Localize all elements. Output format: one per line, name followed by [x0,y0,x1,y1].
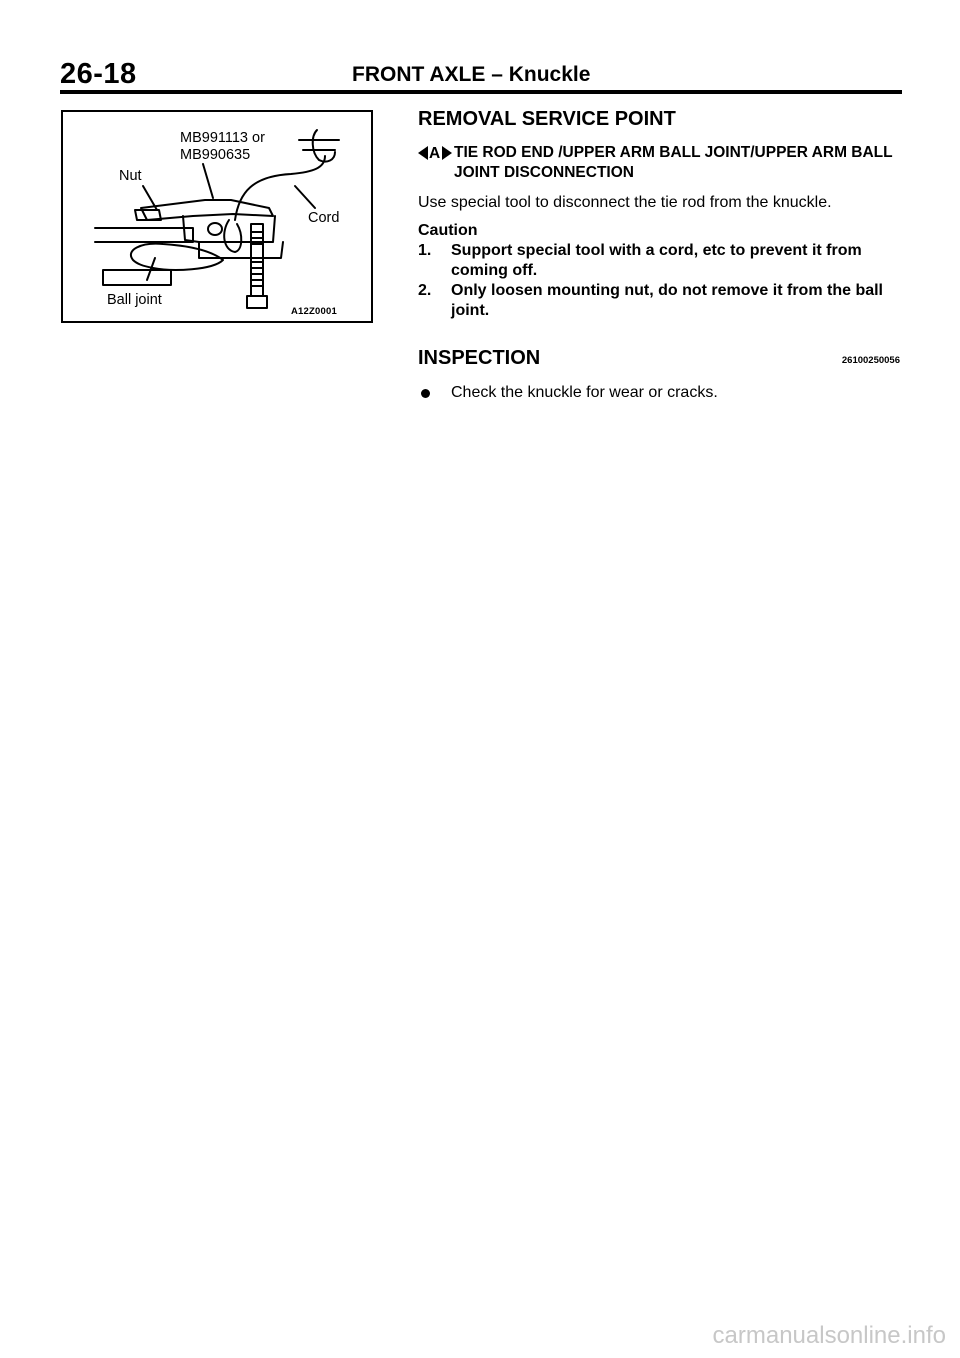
figure-label-tool: MB991113 or MB990635 [180,130,265,163]
inspection-code: 26100250056 [841,355,900,366]
caution-item [418,281,904,321]
removal-body-text: Use special tool to disconnect the tie rod from the knuckle. [418,194,832,211]
caution-item-text: Support special tool with a cord, etc to prevent it from coming off. [451,242,862,279]
inspection-header-row [418,347,904,373]
removal-subheading [418,143,904,183]
footer-watermark: carmanualsonline.info [712,1322,946,1349]
bullet-dot-icon [421,389,430,398]
header-rule [60,90,902,94]
service-mark-letter: A [429,145,441,162]
page-number: 26-18 [60,58,137,90]
inspection-item [418,383,904,403]
section-title: FRONT AXLE – Knuckle [352,63,591,86]
inspection-heading: INSPECTION [418,347,541,369]
figure-label-nut: Nut [119,168,142,184]
caution-title: Caution [418,222,478,239]
figure-code: A12Z0001 [291,306,337,317]
removal-service-point-heading: REMOVAL SERVICE POINT [418,108,676,130]
caution-item-text: Only loosen mounting nut, do not remove it from the ball joint. [451,282,883,319]
service-mark-icon [418,145,452,161]
content-column [418,108,904,403]
caution-item [418,241,904,281]
removal-subheading-text: TIE ROD END /UPPER ARM BALL JOINT/UPPER ARM BALL JOINT DISCONNECTION [454,144,893,181]
caution-item-number: 2. [418,282,432,299]
caution-list [418,241,904,321]
inspection-item-text: Check the knuckle for wear or cracks. [451,384,718,401]
figure-label-cord: Cord [308,210,340,226]
caution-item-number: 1. [418,242,432,259]
figure-label-ball-joint: Ball joint [107,292,162,308]
figure-box [61,110,373,323]
